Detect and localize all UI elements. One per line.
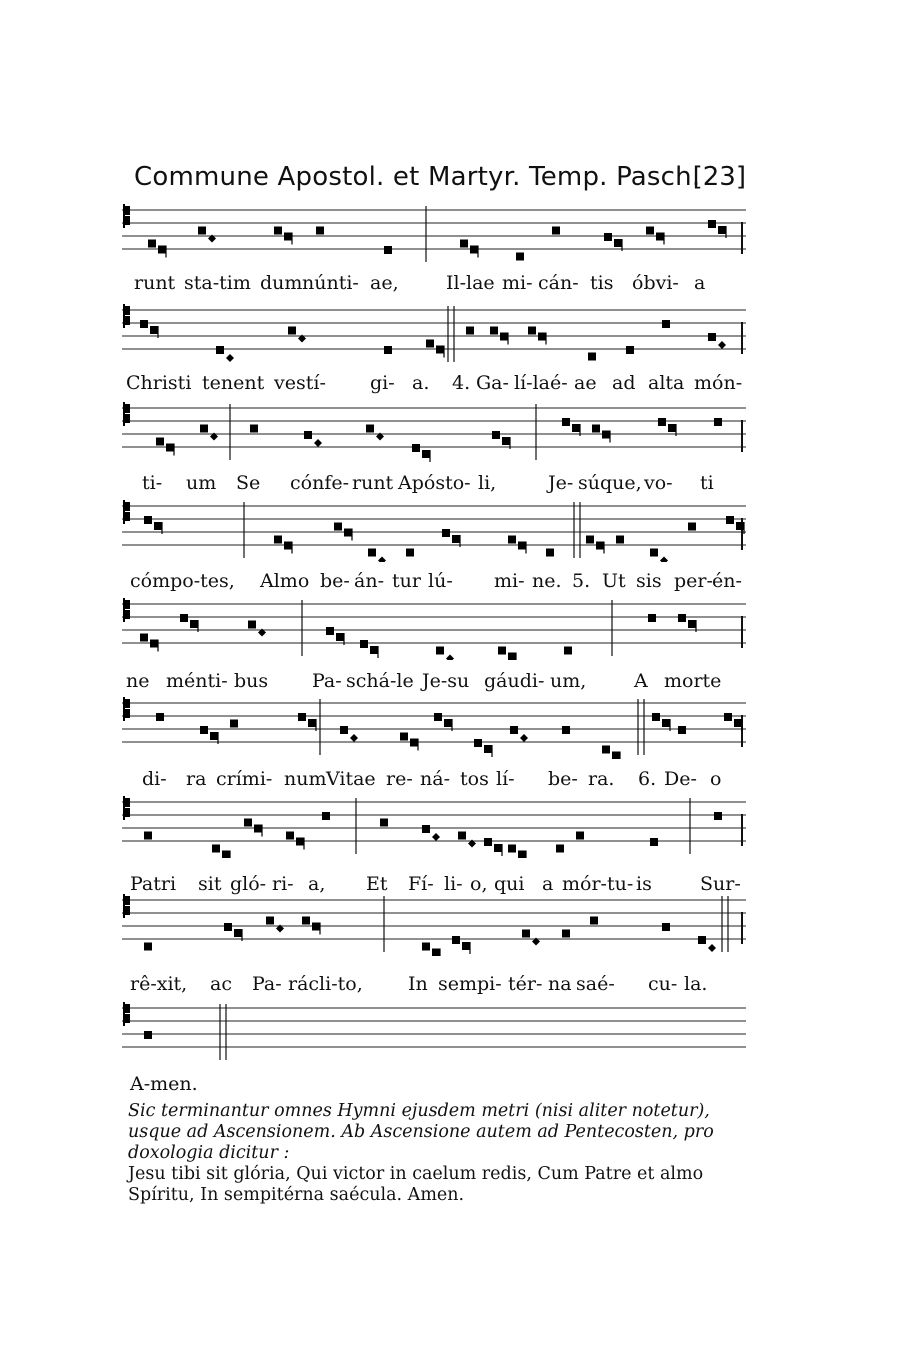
- lyric-syllable: ná-: [420, 768, 450, 790]
- lyric-syllable: mi-: [502, 272, 533, 294]
- lyrics-line: [122, 570, 746, 596]
- lyric-syllable: 5.: [572, 570, 591, 592]
- lyric-syllable: tis: [590, 272, 614, 294]
- neume: [436, 647, 454, 661]
- neume: [156, 713, 164, 721]
- neume: [714, 812, 722, 820]
- lyric-syllable: Patri: [130, 873, 177, 895]
- staff: [122, 204, 746, 266]
- lyric-syllable: gáudi-: [484, 670, 545, 692]
- lyric-syllable: per-: [674, 570, 713, 592]
- lyric-syllable: tér-: [508, 973, 543, 995]
- lyric-syllable: tur: [392, 570, 421, 592]
- lyric-syllable: na: [548, 973, 572, 995]
- lyric-syllable: crími-: [216, 768, 273, 790]
- staff: [122, 697, 746, 759]
- chant-system: [122, 304, 746, 400]
- chant-system: [122, 796, 746, 901]
- c-clef-icon: [123, 894, 130, 918]
- lyric-syllable: núnti-: [302, 272, 359, 294]
- lyric-syllable: bus: [234, 670, 269, 692]
- lyric-syllable: a.: [412, 372, 430, 394]
- lyric-syllable: Et: [366, 873, 388, 895]
- footer-text: [128, 1101, 748, 1206]
- staff: [122, 598, 746, 660]
- lyric-syllable: Christi: [126, 372, 192, 394]
- lyric-syllable: qui: [494, 873, 525, 895]
- neume: [200, 425, 218, 441]
- lyric-syllable: um,: [550, 670, 587, 692]
- lyric-syllable: A-men.: [130, 1073, 198, 1095]
- lyric-syllable: án-: [354, 570, 384, 592]
- lyric-syllable: rácli-to,: [288, 973, 363, 995]
- lyrics-line: [122, 472, 746, 498]
- lyric-syllable: Vitae: [326, 768, 376, 790]
- neume: [144, 1031, 152, 1039]
- neume: [588, 353, 596, 361]
- lyric-syllable: én-: [712, 570, 742, 592]
- neume: [366, 425, 384, 441]
- lyric-syllable: saé-: [576, 973, 615, 995]
- staff: [122, 500, 746, 562]
- neume: [288, 327, 306, 343]
- lyric-syllable: tos: [460, 768, 489, 790]
- lyric-syllable: 4.: [452, 372, 471, 394]
- neume: [650, 838, 658, 846]
- neume: [250, 425, 258, 433]
- lyric-syllable: o: [710, 768, 722, 790]
- neume: [216, 346, 234, 362]
- neume: [522, 930, 540, 946]
- lyric-syllable: ae,: [370, 272, 399, 294]
- neume: [322, 812, 330, 820]
- rubric-text: Sic terminantur omnes Hymni ejusdem metri (nisi aliter notetur), usque ad Ascensionem. Ab Ascensione autem ad Pentecosten, pro doxologia dicitur :: [128, 1101, 714, 1163]
- lyric-syllable: be-: [320, 570, 350, 592]
- lyric-syllable: Sur-: [700, 873, 741, 895]
- lyric-syllable: alta: [648, 372, 685, 394]
- lyric-syllable: vo-: [644, 472, 673, 494]
- lyric-syllable: ae: [574, 372, 597, 394]
- lyric-syllable: Fí-: [408, 873, 434, 895]
- neume: [266, 917, 284, 933]
- neume: [546, 549, 554, 557]
- lyric-syllable: lí-: [496, 768, 515, 790]
- neume: [384, 246, 392, 254]
- neume: [144, 943, 152, 951]
- lyric-syllable: Je-: [548, 472, 574, 494]
- lyric-syllable: óbvi-: [632, 272, 679, 294]
- lyric-syllable: Ga-: [476, 372, 509, 394]
- lyric-syllable: sta-tim: [184, 272, 251, 294]
- lyric-syllable: um: [186, 472, 217, 494]
- lyric-syllable: a: [694, 272, 706, 294]
- lyric-syllable: sis: [636, 570, 662, 592]
- lyric-syllable: Pa-: [312, 670, 342, 692]
- chant-system: [122, 697, 746, 796]
- neume: [662, 923, 670, 931]
- lyric-syllable: vestí-: [274, 372, 326, 394]
- lyric-syllable: gló-: [230, 873, 267, 895]
- page-title: Commune Apostol. et Martyr. Temp. Pasch.: [134, 162, 701, 192]
- neume: [368, 549, 386, 563]
- neume: [304, 431, 322, 447]
- lyric-syllable: De-: [664, 768, 697, 790]
- staff: [122, 894, 746, 956]
- neume: [576, 832, 584, 840]
- lyric-syllable: re-: [386, 768, 413, 790]
- lyric-syllable: is: [636, 873, 652, 895]
- lyric-syllable: Apósto-: [398, 472, 471, 494]
- lyric-syllable: sempi-: [438, 973, 502, 995]
- neume: [552, 227, 560, 235]
- staff: [122, 1002, 746, 1064]
- lyric-syllable: tenent: [202, 372, 265, 394]
- c-clef-icon: [123, 204, 130, 228]
- lyric-syllable: schá-le: [346, 670, 414, 692]
- neume: [384, 346, 392, 354]
- neume: [458, 832, 476, 848]
- lyric-syllable: Almo: [260, 570, 310, 592]
- neume: [498, 647, 516, 661]
- c-clef-icon: [123, 697, 130, 721]
- neume: [198, 227, 216, 243]
- lyric-syllable: a,: [308, 873, 326, 895]
- neume: [510, 726, 528, 742]
- chant-system: [122, 500, 746, 598]
- neume: [648, 614, 656, 622]
- neume: [466, 327, 474, 335]
- lyric-syllable: a: [542, 873, 554, 895]
- staff: [122, 796, 746, 858]
- neume: [562, 930, 570, 938]
- neume: [340, 726, 358, 742]
- neume: [688, 523, 696, 531]
- lyric-syllable: ra.: [588, 768, 615, 790]
- c-clef-icon: [123, 402, 130, 426]
- lyric-syllable: li,: [478, 472, 497, 494]
- lyric-syllable: num: [284, 768, 327, 790]
- neume: [422, 825, 440, 841]
- neume: [602, 746, 620, 760]
- c-clef-icon: [123, 304, 130, 328]
- lyric-syllable: cu-: [648, 973, 678, 995]
- lyric-syllable: ti-: [142, 472, 163, 494]
- neume: [650, 549, 668, 563]
- lyric-syllable: A: [634, 670, 648, 692]
- lyrics-line: [122, 1073, 746, 1099]
- neume: [144, 832, 152, 840]
- lyric-syllable: o,: [470, 873, 488, 895]
- lyric-syllable: li-: [444, 873, 463, 895]
- lyric-syllable: In: [408, 973, 428, 995]
- chant-system: [122, 1002, 746, 1101]
- lyric-syllable: Pa-: [252, 973, 282, 995]
- lyric-syllable: gi-: [370, 372, 395, 394]
- lyric-syllable: lú-: [428, 570, 453, 592]
- lyric-syllable: lí-laé-: [514, 372, 568, 394]
- lyric-syllable: 6.: [638, 768, 657, 790]
- neume: [714, 418, 722, 426]
- lyric-syllable: món-: [694, 372, 743, 394]
- lyric-syllable: Se: [236, 472, 261, 494]
- staff: [122, 402, 746, 464]
- neume: [380, 819, 388, 827]
- lyrics-line: [122, 272, 746, 298]
- lyric-syllable: ne.: [532, 570, 562, 592]
- lyric-syllable: be-: [548, 768, 578, 790]
- neume: [556, 845, 564, 853]
- chant-system: [122, 598, 746, 698]
- lyric-syllable: dum: [260, 272, 303, 294]
- lyric-syllable: sit: [198, 873, 222, 895]
- lyric-syllable: di-: [142, 768, 167, 790]
- neume: [590, 917, 598, 925]
- chant-system: [122, 894, 746, 1001]
- doxology-text: Jesu tibi sit glória, Qui victor in caelum redis, Cum Patre et almo Spíritu, In sempitérna saécula. Amen.: [128, 1164, 704, 1205]
- neume: [662, 320, 670, 328]
- lyric-syllable: ri-: [272, 873, 294, 895]
- c-clef-icon: [123, 796, 130, 820]
- lyric-syllable: la.: [684, 973, 708, 995]
- neume: [406, 549, 414, 557]
- lyric-syllable: ac: [210, 973, 232, 995]
- neume: [316, 227, 324, 235]
- c-clef-icon: [123, 1002, 130, 1026]
- chant-system: [122, 402, 746, 500]
- lyrics-line: [122, 670, 746, 696]
- lyric-syllable: mi-: [494, 570, 525, 592]
- neume: [616, 536, 624, 544]
- neume: [562, 726, 570, 734]
- lyrics-line: [122, 973, 746, 999]
- lyric-syllable: morte: [664, 670, 722, 692]
- lyric-syllable: cónfe-: [290, 472, 350, 494]
- lyric-syllable: ti: [700, 472, 714, 494]
- page-number: [23]: [692, 162, 746, 192]
- neume: [508, 845, 526, 859]
- lyric-syllable: runt: [352, 472, 394, 494]
- c-clef-icon: [123, 500, 130, 524]
- staff: [122, 304, 746, 366]
- lyric-syllable: Je-su: [422, 670, 470, 692]
- lyric-syllable: ad: [612, 372, 636, 394]
- lyric-syllable: Ut: [602, 570, 626, 592]
- neume: [230, 720, 238, 728]
- lyric-syllable: cómpo-tes,: [130, 570, 235, 592]
- lyric-syllable: runt: [134, 272, 176, 294]
- lyrics-line: [122, 372, 746, 398]
- lyric-syllable: súque,: [578, 472, 642, 494]
- neume: [564, 647, 572, 655]
- c-clef-icon: [123, 598, 130, 622]
- lyric-syllable: rê-xit,: [130, 973, 188, 995]
- page-header: [134, 162, 746, 198]
- neume: [678, 726, 686, 734]
- neume: [708, 333, 726, 349]
- neume: [422, 943, 440, 957]
- neume: [626, 346, 634, 354]
- lyric-syllable: ne: [126, 670, 150, 692]
- lyric-syllable: ra: [186, 768, 207, 790]
- neume: [698, 936, 716, 952]
- lyrics-line: [122, 768, 746, 794]
- lyric-syllable: cán-: [538, 272, 579, 294]
- neume: [248, 621, 266, 637]
- neume: [212, 845, 230, 859]
- neume: [516, 253, 524, 261]
- lyric-syllable: Il-lae: [446, 272, 495, 294]
- chant-system: [122, 204, 746, 300]
- lyric-syllable: mór-tu-: [562, 873, 634, 895]
- lyric-syllable: ménti-: [166, 670, 228, 692]
